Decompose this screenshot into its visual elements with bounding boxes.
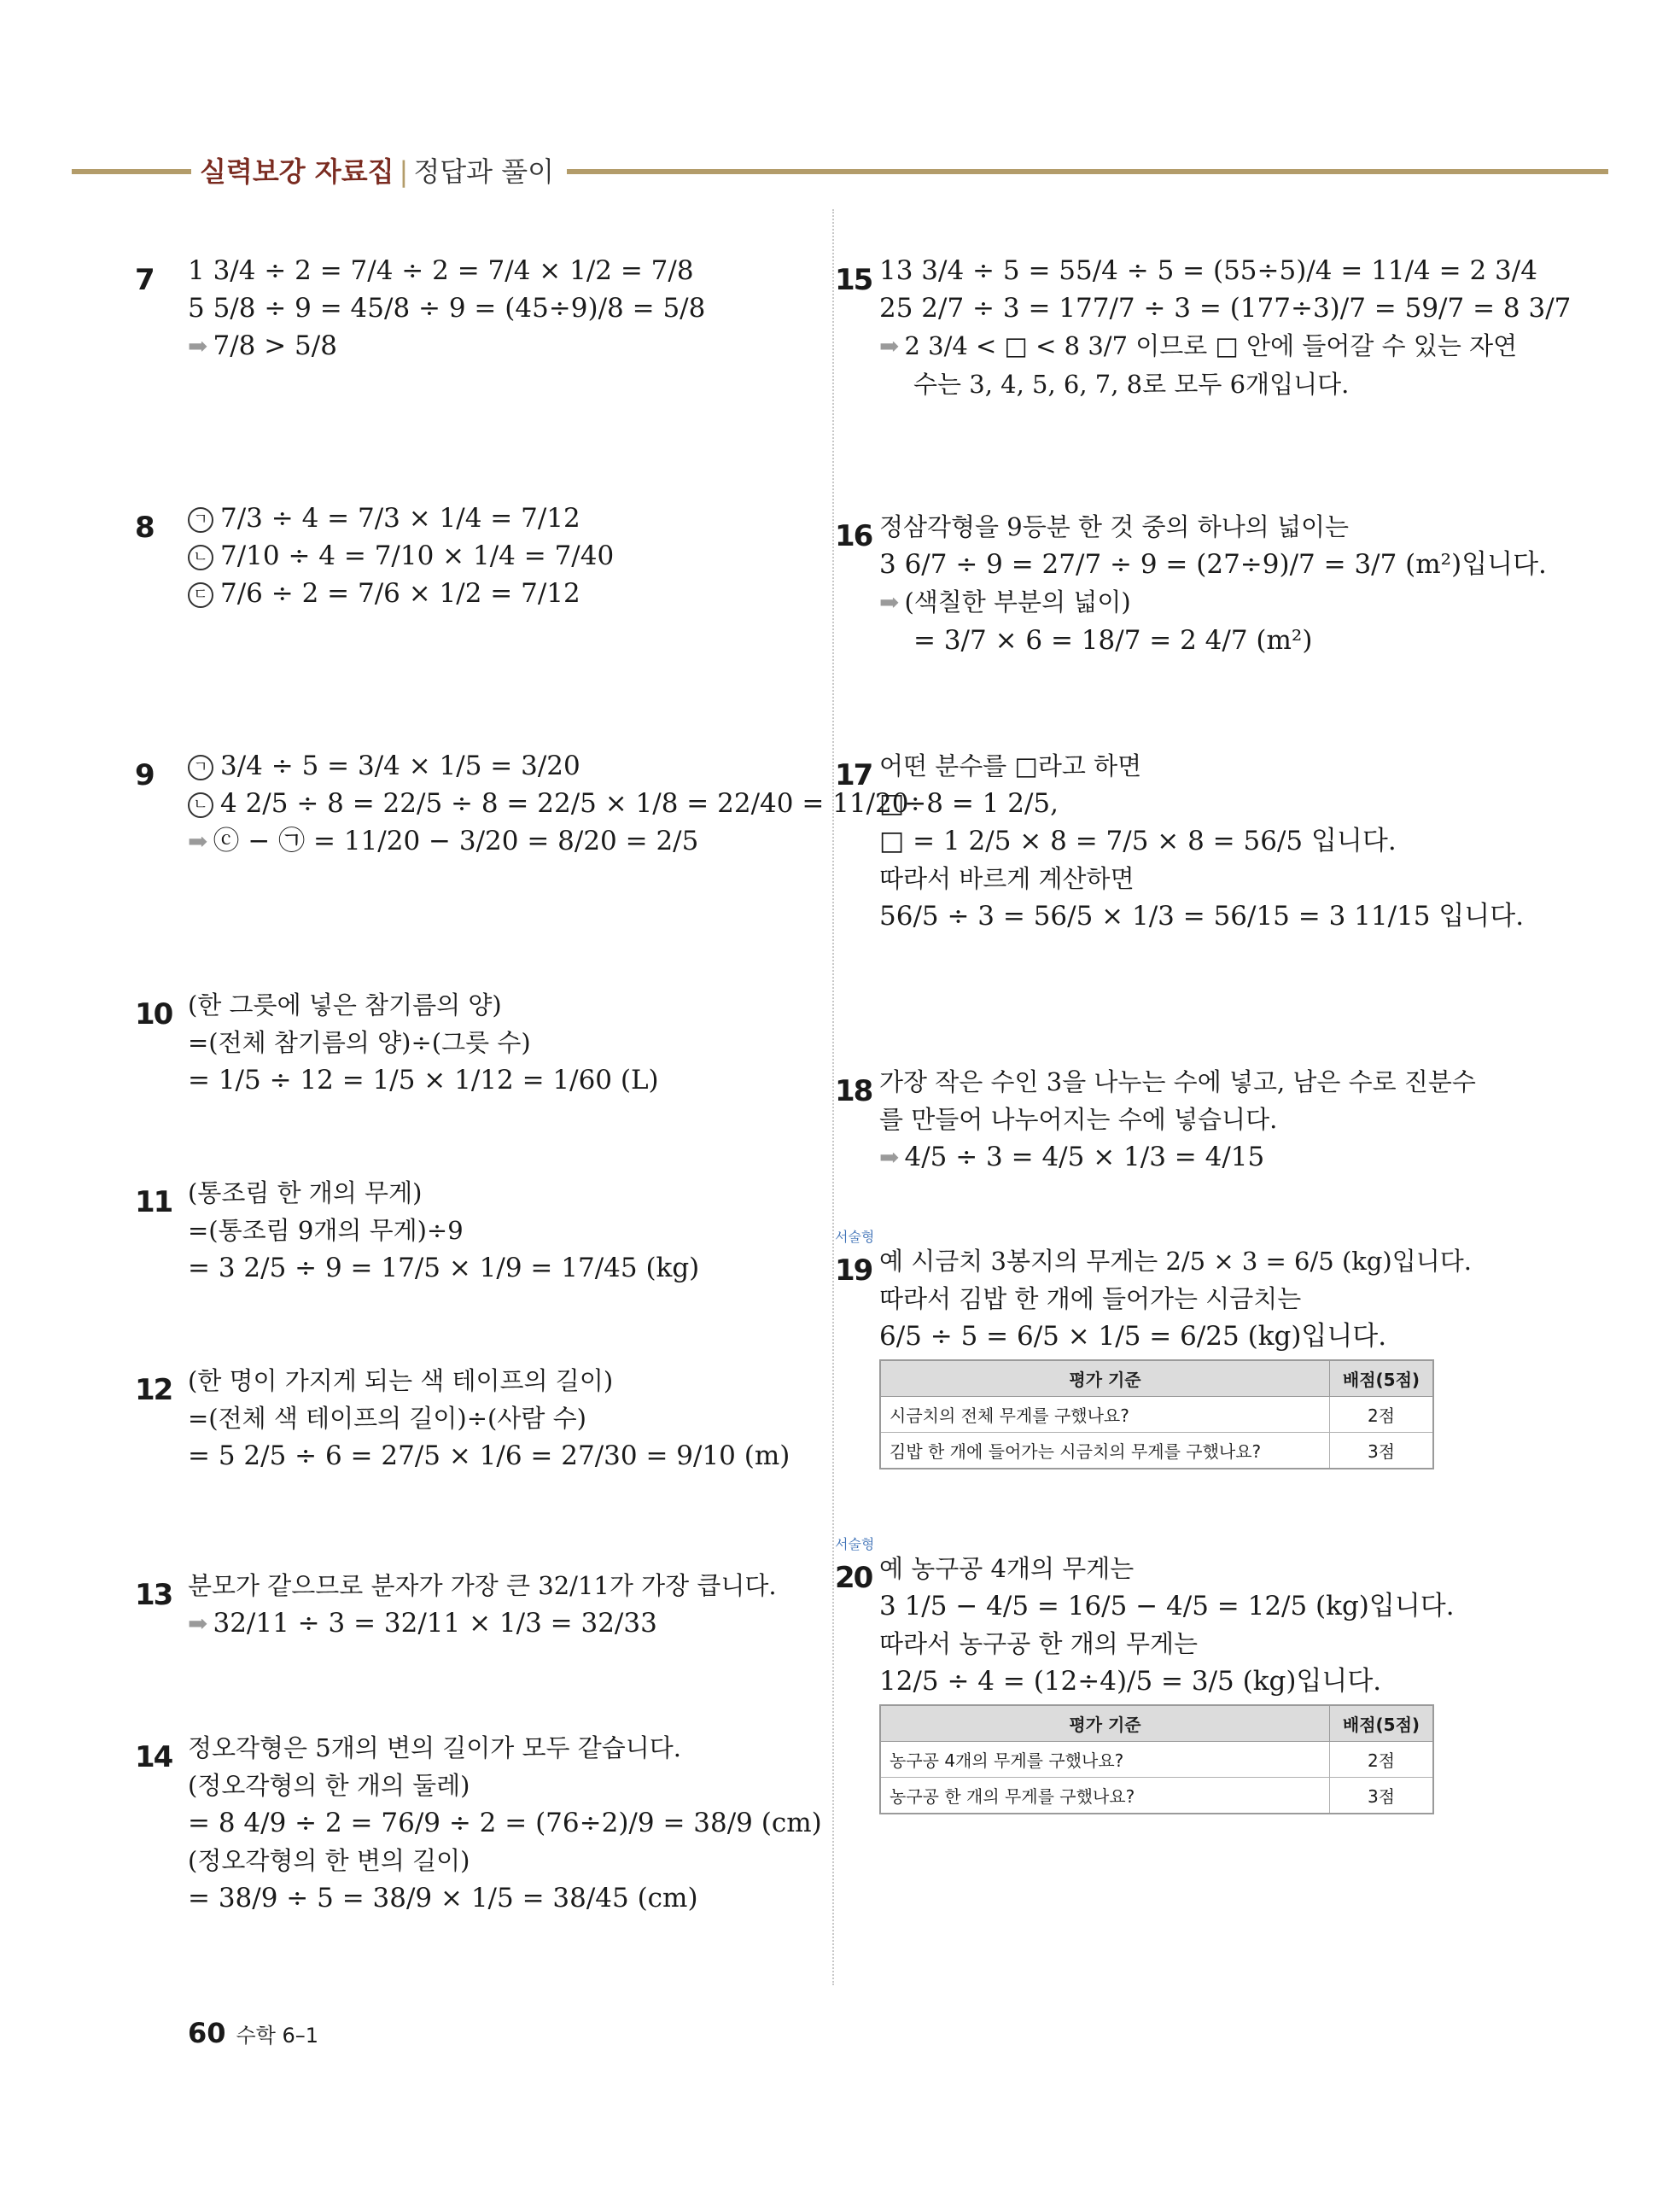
solution-line: (한 그릇에 넣은 참기름의 양): [188, 990, 502, 1020]
solution-line: 따라서 김밥 한 개에 들어가는 시금치는: [879, 1284, 1302, 1313]
answer-line: 32/11 ÷ 3 = 32/11 × 1/3 = 32/33: [213, 1608, 657, 1639]
rubric-score: 2점: [1330, 1742, 1434, 1778]
problem-number: 20: [835, 1561, 872, 1595]
rubric-score: 2점: [1330, 1397, 1434, 1433]
answer-line: 7/8 > 5/8: [213, 330, 337, 361]
rubric-header: 배점(5점): [1330, 1705, 1434, 1742]
solution-line: =(전체 참기름의 양)÷(그릇 수): [188, 1028, 531, 1057]
column-divider: [832, 209, 834, 1985]
solution-line: 56/5 ÷ 3 = 56/5 × 1/3 = 56/15 = 3 11/15 입니다.: [879, 901, 1525, 932]
problem-number: 16: [835, 519, 872, 553]
solution-line: 3 1/5 − 4/5 = 16/5 − 4/5 = 12/5 (kg)입니다.: [879, 1591, 1455, 1621]
solution-line: 분모가 같으므로 분자가 가장 큰 32/11가 가장 큽니다.: [188, 1571, 777, 1600]
solution-line: = 8 4/9 ÷ 2 = 76/9 ÷ 2 = (76÷2)/9 = 38/9 (cm): [188, 1808, 822, 1838]
header-title: 실력보강 자료집 | 정답과 풀이: [200, 155, 555, 188]
solution-line: (정오각형의 한 개의 둘레): [188, 1771, 470, 1800]
solution-line: 4 2/5 ÷ 8 = 22/5 ÷ 8 = 22/5 × 1/8 = 22/40 = 11/20: [220, 788, 909, 819]
solution-line: 7/10 ÷ 4 = 7/10 × 1/4 = 7/40: [220, 540, 615, 571]
problem-14: [135, 1733, 822, 1921]
header-title-sub: 정답과 풀이: [413, 155, 555, 188]
problem-7: [135, 255, 802, 370]
arrow-icon: ➡: [879, 332, 900, 360]
solution-line: 가장 작은 수인 3을 나누는 수에 넣고, 남은 수로 진분수: [879, 1067, 1476, 1096]
rubric-score: 3점: [1330, 1433, 1434, 1469]
problem-18: [835, 1067, 1528, 1181]
rubric-criterion: 농구공 4개의 무게를 구했나요?: [880, 1742, 1330, 1778]
solution-line: □÷8 = 1 2/5,: [879, 788, 1059, 819]
rubric-header: 평가 기준: [880, 1360, 1330, 1397]
problem-20: [835, 1536, 1528, 1814]
solution-line: (정오각형의 한 변의 길이): [188, 1846, 470, 1875]
problem-16: [835, 512, 1547, 663]
solution-line: (한 명이 가지게 되는 색 테이프의 길이): [188, 1366, 614, 1395]
problem-15: [835, 255, 1572, 407]
solution-line: 6/5 ÷ 5 = 6/5 × 1/5 = 6/25 (kg)입니다.: [879, 1321, 1387, 1352]
circled-label-icon: ㄴ: [188, 792, 213, 818]
solution-line: □ = 1 2/5 × 8 = 7/5 × 8 = 56/5 입니다.: [879, 826, 1397, 856]
header-rule-right: [567, 169, 1608, 174]
rubric-criterion: 농구공 한 개의 무게를 구했나요?: [880, 1778, 1330, 1814]
problem-11: [135, 1178, 802, 1291]
arrow-icon: ➡: [188, 332, 208, 360]
solution-line: (통조림 한 개의 무게): [188, 1178, 423, 1207]
problem-number: 15: [835, 263, 872, 297]
rubric-table: [879, 1704, 1434, 1814]
problem-number: 14: [135, 1740, 172, 1774]
solution-line: = 1/5 ÷ 12 = 1/5 × 1/12 = 1/60 (L): [188, 1065, 659, 1096]
solution-line: = 3 2/5 ÷ 9 = 17/5 × 1/9 = 17/45 (kg): [188, 1253, 700, 1283]
page-footer: [188, 2017, 318, 2049]
answer-line: (색칠한 부분의 넓이): [904, 587, 1131, 616]
problem-19: [835, 1229, 1528, 1469]
book-title: 수학 6–1: [236, 2024, 319, 2048]
circled-label-icon: ㄱ: [188, 507, 213, 533]
problem-13: [135, 1571, 802, 1647]
header-title-main: 실력보강 자료집: [200, 155, 394, 188]
solution-line: 1 3/4 ÷ 2 = 7/4 ÷ 2 = 7/4 × 1/2 = 7/8: [188, 255, 694, 286]
problem-number: 8: [135, 511, 154, 545]
solution-line: 정삼각형을 9등분 한 것 중의 하나의 넓이는: [879, 512, 1349, 541]
problem-number: 17: [835, 758, 872, 792]
solution-line: 따라서 바르게 계산하면: [879, 864, 1135, 893]
solution-line: =(전체 색 테이프의 길이)÷(사람 수): [188, 1404, 586, 1433]
circled-label-icon: ㄱ: [188, 755, 213, 780]
solution-line: 7/3 ÷ 4 = 7/3 × 1/4 = 7/12: [220, 503, 580, 534]
solution-line: 정오각형은 5개의 변의 길이가 모두 같습니다.: [188, 1733, 682, 1762]
solution-line: 7/6 ÷ 2 = 7/6 × 1/2 = 7/12: [220, 578, 580, 609]
solution-line: 어떤 분수를 □라고 하면: [879, 751, 1142, 780]
solution-line: 25 2/7 ÷ 3 = 177/7 ÷ 3 = (177÷3)/7 = 59/7 = 8 3/7: [879, 293, 1572, 324]
rubric-criterion: 김밥 한 개에 들어가는 시금치의 무게를 구했나요?: [880, 1433, 1330, 1469]
solution-line: 5 5/8 ÷ 9 = 45/8 ÷ 9 = (45÷9)/8 = 5/8: [188, 293, 706, 324]
header-rule-left: [72, 169, 191, 174]
page-header: [72, 150, 1608, 191]
answer-line: ⓒ − ㉠ = 11/20 − 3/20 = 8/20 = 2/5: [213, 826, 699, 856]
arrow-icon: ➡: [188, 1610, 208, 1638]
solution-line: 12/5 ÷ 4 = (12÷4)/5 = 3/5 (kg)입니다.: [879, 1666, 1382, 1697]
problem-10: [135, 990, 802, 1103]
solution-line: = 5 2/5 ÷ 6 = 27/5 × 1/6 = 27/30 = 9/10 (m): [188, 1440, 790, 1471]
arrow-icon: ➡: [879, 1143, 900, 1171]
solution-line: 13 3/4 ÷ 5 = 55/4 ÷ 5 = (55÷5)/4 = 11/4 = 2 3/4: [879, 255, 1537, 286]
solution-line: = 38/9 ÷ 5 = 38/9 × 1/5 = 38/45 (cm): [188, 1883, 698, 1913]
solution-line: 를 만들어 나누어지는 수에 넣습니다.: [879, 1105, 1278, 1134]
circled-label-icon: ㄷ: [188, 582, 213, 608]
problem-number: 9: [135, 758, 154, 792]
rubric-criterion: 시금치의 전체 무게를 구했나요?: [880, 1397, 1330, 1433]
solution-line: 따라서 농구공 한 개의 무게는: [879, 1629, 1199, 1658]
descriptive-tag: 서술형: [835, 1229, 875, 1245]
arrow-icon: ➡: [879, 588, 900, 616]
rubric-table: [879, 1359, 1434, 1469]
problem-number: 13: [135, 1578, 172, 1612]
problem-number: 19: [835, 1253, 872, 1288]
rubric-header: 평가 기준: [880, 1705, 1330, 1742]
solution-line: 3/4 ÷ 5 = 3/4 × 1/5 = 3/20: [220, 751, 580, 781]
problem-12: [135, 1366, 802, 1479]
problem-number: 10: [135, 997, 172, 1031]
answer-line: 2 3/4 < □ < 8 3/7 이므로 □ 안에 들어갈 수 있는 자연: [904, 331, 1518, 360]
page-number: 60: [188, 2017, 226, 2049]
problem-number: 18: [835, 1074, 872, 1108]
problem-number: 12: [135, 1373, 172, 1407]
rubric-header: 배점(5점): [1330, 1360, 1434, 1397]
descriptive-tag: 서술형: [835, 1536, 875, 1552]
solution-line: 3 6/7 ÷ 9 = 27/7 ÷ 9 = (27÷9)/7 = 3/7 (m²)입니다.: [879, 549, 1547, 580]
solution-line: 예 시금치 3봉지의 무게는 2/5 × 3 = 6/5 (kg)입니다.: [879, 1247, 1472, 1276]
answer-line: 4/5 ÷ 3 = 4/5 × 1/3 = 4/15: [904, 1142, 1265, 1172]
arrow-icon: ➡: [188, 827, 208, 856]
problem-17: [835, 751, 1528, 939]
answer-line: = 3/7 × 6 = 18/7 = 2 4/7 (m²): [913, 625, 1313, 656]
solution-line: 예 농구공 4개의 무게는: [879, 1554, 1135, 1583]
problem-8: [135, 503, 802, 616]
problem-number: 11: [135, 1185, 172, 1219]
solution-line: =(통조림 9개의 무게)÷9: [188, 1216, 464, 1245]
circled-label-icon: ㄴ: [188, 545, 213, 570]
answer-line: 수는 3, 4, 5, 6, 7, 8로 모두 6개입니다.: [913, 370, 1350, 399]
rubric-score: 3점: [1330, 1778, 1434, 1814]
problem-number: 7: [135, 263, 154, 297]
